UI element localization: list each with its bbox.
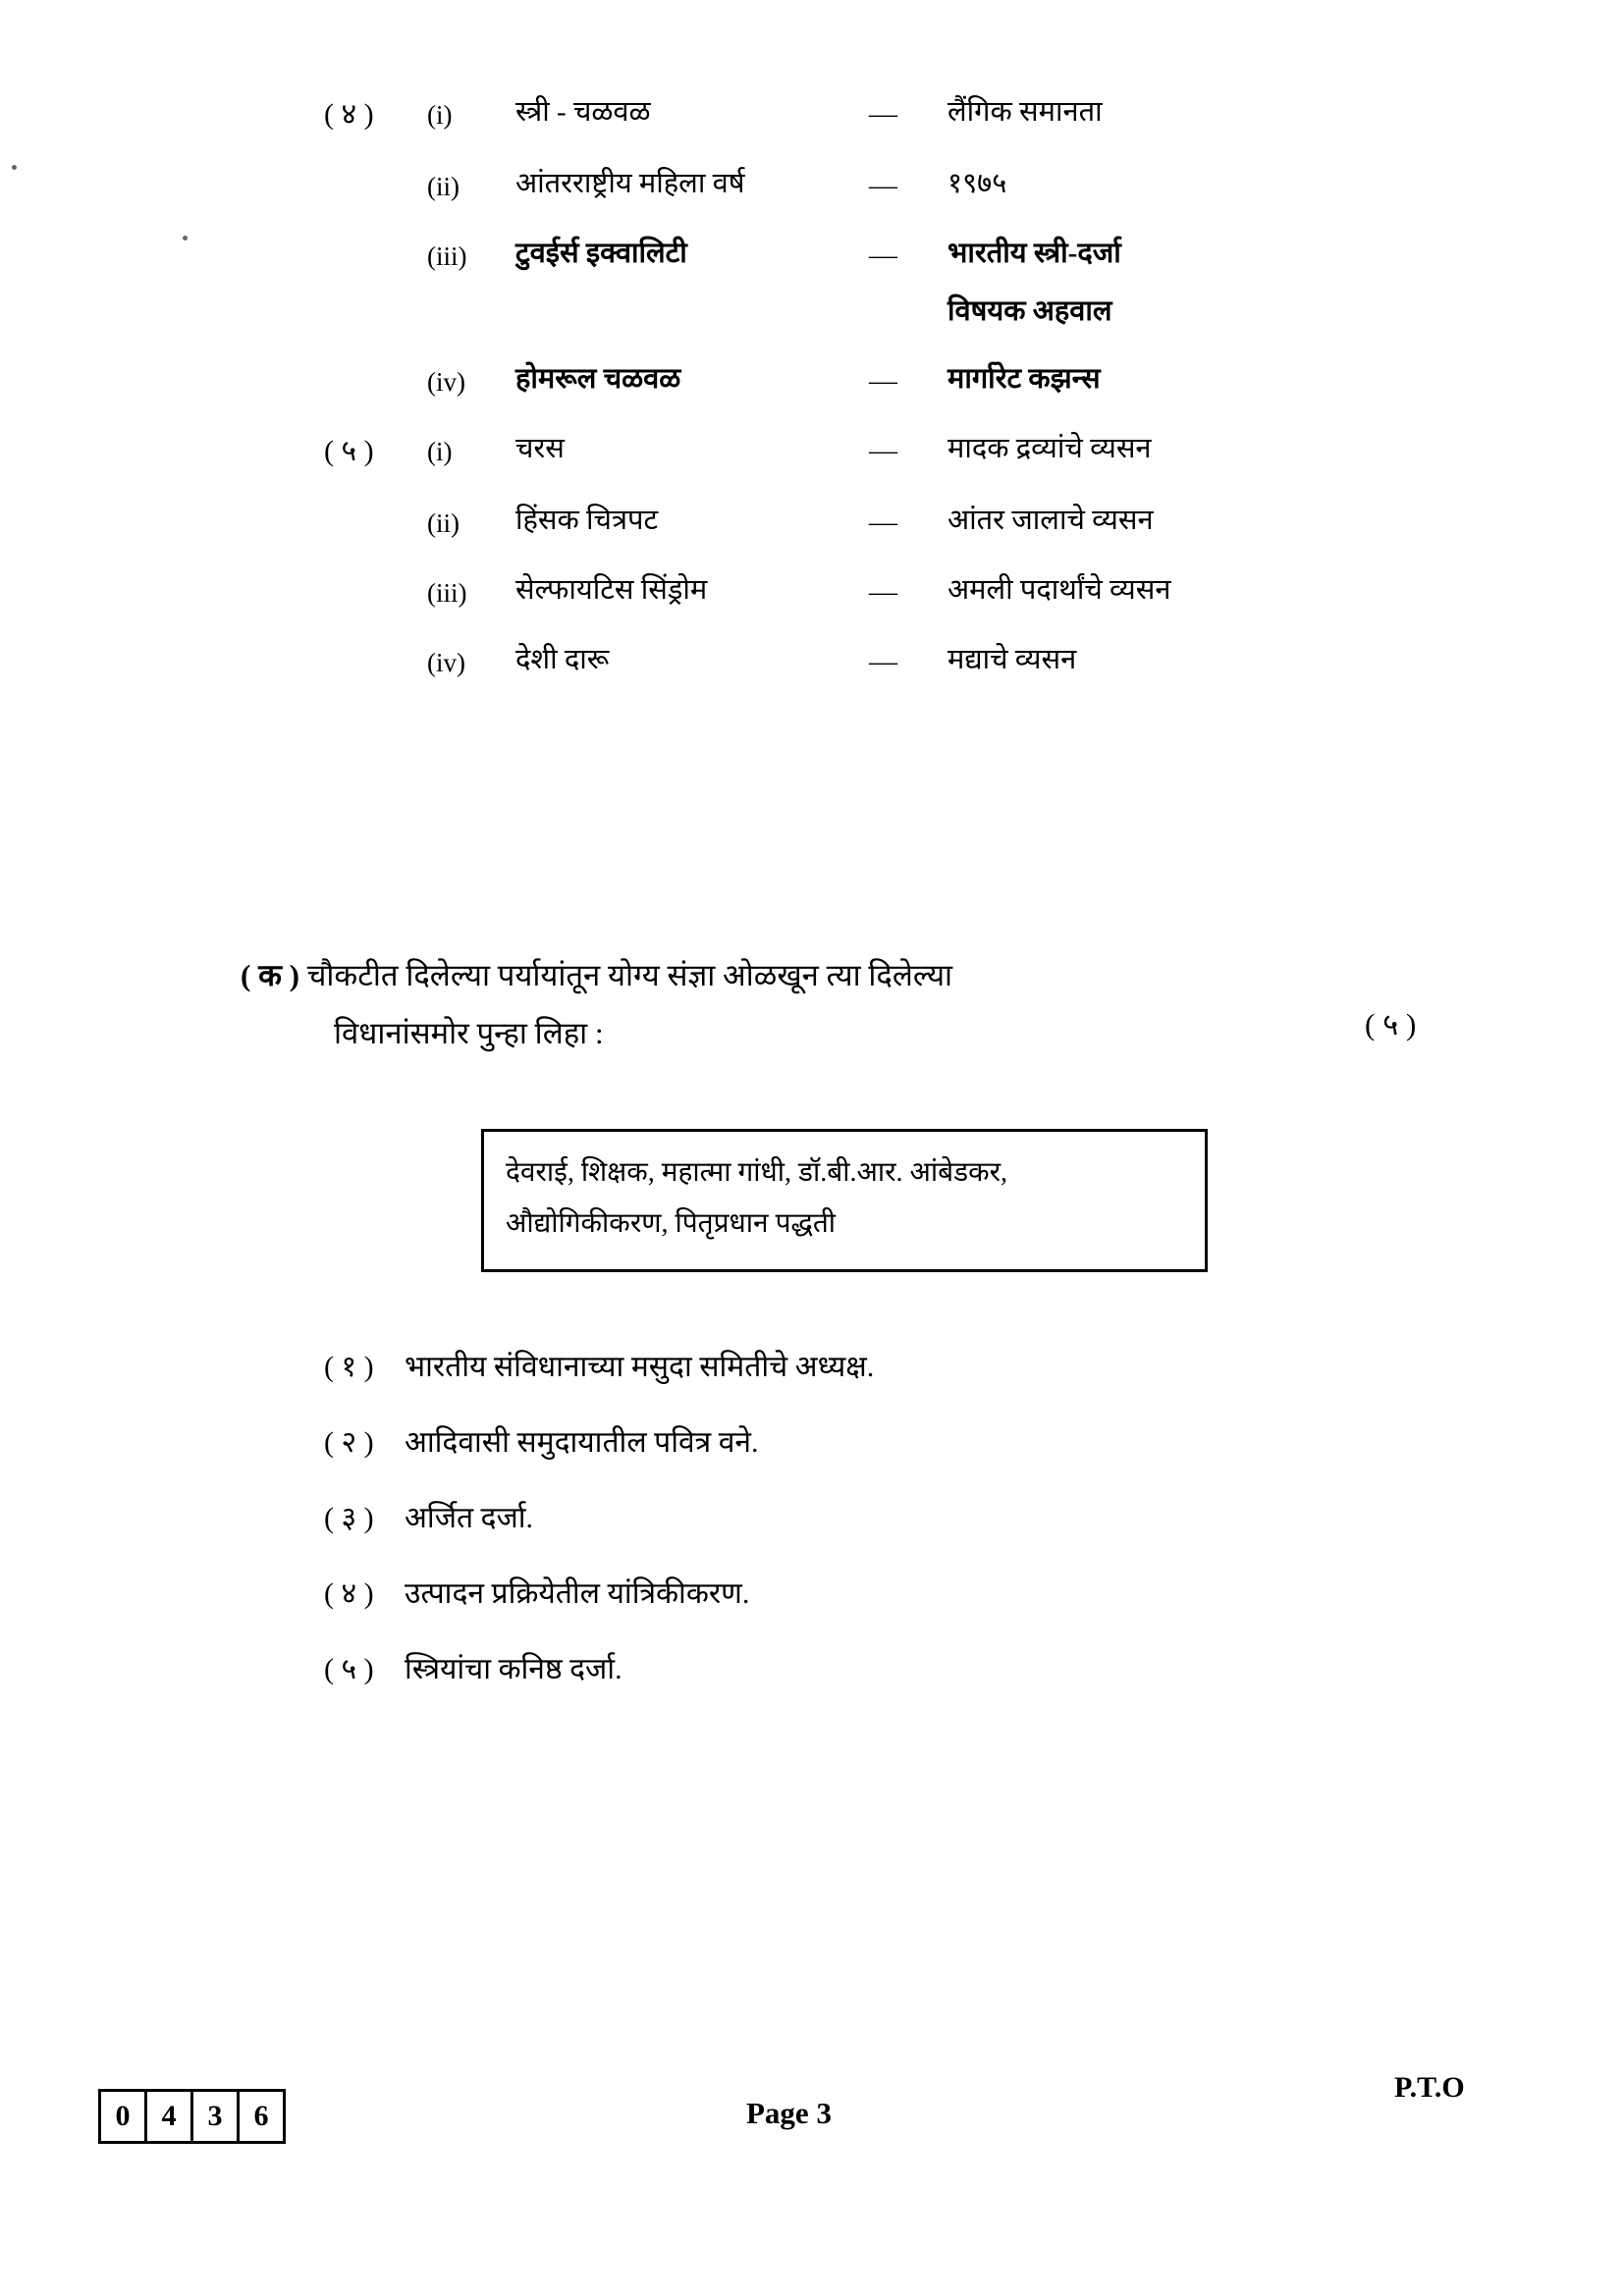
group-number-spacer: [324, 360, 427, 362]
matching-row: [324, 641, 1404, 681]
question-k: [241, 947, 1399, 1063]
item-dash: —: [869, 364, 897, 397]
paper-code-digit: 0: [101, 2092, 147, 2141]
scan-artifact-dot: [12, 165, 17, 170]
item-dash: —: [869, 169, 897, 201]
matching-row: [324, 93, 1404, 135]
paper-code-digit: 3: [193, 2092, 240, 2141]
statement-text: भारतीय संविधानाच्या मसुदा समितीचे अध्यक्ष.: [405, 1351, 875, 1383]
matching-row: [324, 235, 1404, 331]
statement-text: स्त्रियांचा कनिष्ठ दर्जा.: [405, 1653, 623, 1685]
group-number: ( ५ ): [324, 435, 374, 468]
statement-text: आदिवासी समुदायातील पवित्र वने.: [405, 1426, 759, 1459]
item-right-line2: विषयक अहवाल: [947, 294, 1112, 327]
matching-group: [324, 430, 1404, 681]
item-right-line1: भारतीय स्त्री-दर्जा: [947, 237, 1121, 269]
item-dash: —: [869, 645, 897, 677]
item-dash: —: [869, 506, 897, 538]
item-right-term: मार्गारेट कझन्स: [947, 362, 1101, 395]
item-roman: (iv): [427, 366, 465, 397]
statements-list: [324, 1345, 1453, 1723]
question-k-line1: चौकटीत दिलेल्या पर्यायांतून योग्य संज्ञा ओळखून त्या दिलेल्या: [306, 958, 953, 992]
matching-row: [324, 165, 1404, 205]
list-item: [324, 1572, 1453, 1612]
item-roman: (iii): [427, 577, 467, 608]
item-dash: —: [869, 98, 897, 130]
item-roman: (i): [427, 100, 453, 130]
statement-text: उत्पादन प्रक्रियेतील यांत्रिकीकरण.: [405, 1577, 750, 1610]
matching-row: [324, 571, 1404, 612]
item-dash: —: [869, 575, 897, 608]
statement-number: ( १ ): [324, 1351, 374, 1383]
item-dash: —: [869, 435, 897, 467]
statement-text: अर्जित दर्जा.: [405, 1502, 534, 1534]
group-number-spacer: [324, 502, 427, 504]
item-right-term: [947, 235, 1404, 331]
item-left-term: सेल्फायटिस सिंड्रोम: [515, 573, 708, 606]
group-number-spacer: [324, 641, 427, 643]
statement-number: ( ५ ): [324, 1653, 374, 1685]
options-box-line2: औद्योगिकीकरण, पितृप्रधान पद्धती: [506, 1207, 837, 1239]
group-number: ( ४ ): [324, 98, 374, 131]
list-item: [324, 1420, 1453, 1461]
item-right-term: लैंगिक समानता: [947, 96, 1103, 128]
options-box-line1: देवराई, शिक्षक, महात्मा गांधी, डॉ.बी.आर. आंबेडकर,: [506, 1157, 1008, 1188]
item-left-term: हिंसक चित्रपट: [515, 504, 659, 536]
item-right-term: मादक द्रव्यांचे व्यसन: [947, 433, 1152, 465]
item-right-term: आंतर जालाचे व्यसन: [947, 504, 1154, 536]
matching-group: [324, 93, 1404, 400]
group-number-spacer: [324, 571, 427, 573]
scan-artifact-dot: [183, 236, 188, 240]
list-item: [324, 1647, 1453, 1687]
paper-code-digit: 6: [253, 2100, 269, 2132]
item-left-term: आंतरराष्ट्रीय महिला वर्ष: [515, 167, 745, 199]
item-right-term: मद्याचे व्यसन: [947, 643, 1077, 675]
matching-row: [324, 430, 1404, 472]
item-roman: (ii): [427, 507, 460, 538]
page-number: Page 3: [746, 2096, 832, 2130]
group-number-spacer: [324, 165, 427, 167]
statement-number: ( ४ ): [324, 1577, 374, 1610]
paper-code-box: [98, 2089, 286, 2144]
item-dash: —: [869, 239, 897, 271]
item-roman: (ii): [427, 171, 460, 201]
item-left-term: होमरूल चळवळ: [515, 362, 681, 395]
paper-code-digit: 4: [147, 2092, 193, 2141]
list-item: [324, 1496, 1453, 1536]
item-left-term: स्त्री - चळवळ: [515, 96, 651, 128]
matching-row: [324, 502, 1404, 542]
question-k-label: ( क ): [241, 958, 299, 992]
list-item: [324, 1345, 1453, 1385]
item-right-term: १९७५: [947, 167, 1007, 199]
matching-row: [324, 360, 1404, 400]
question-k-marks: ( ५ ): [1365, 1007, 1417, 1041]
item-roman: (i): [427, 437, 453, 467]
group-number-spacer: [324, 235, 427, 237]
matching-pairs-block: [324, 93, 1404, 711]
item-roman: (iv): [427, 647, 465, 677]
item-left-term: टुवईर्स इक्वालिटी: [515, 237, 687, 269]
item-roman: (iii): [427, 240, 467, 271]
item-left-term: चरस: [515, 433, 565, 465]
question-k-line2: विधानांसमोर पुन्हा लिहा :: [334, 1015, 604, 1050]
statement-number: ( २ ): [324, 1426, 374, 1459]
item-right-term: अमली पदार्थांचे व्यसन: [947, 573, 1171, 606]
item-left-term: देशी दारू: [515, 643, 610, 675]
pto-label: P.T.O: [1394, 2071, 1465, 2104]
options-box: [481, 1129, 1208, 1272]
statement-number: ( ३ ): [324, 1502, 374, 1534]
